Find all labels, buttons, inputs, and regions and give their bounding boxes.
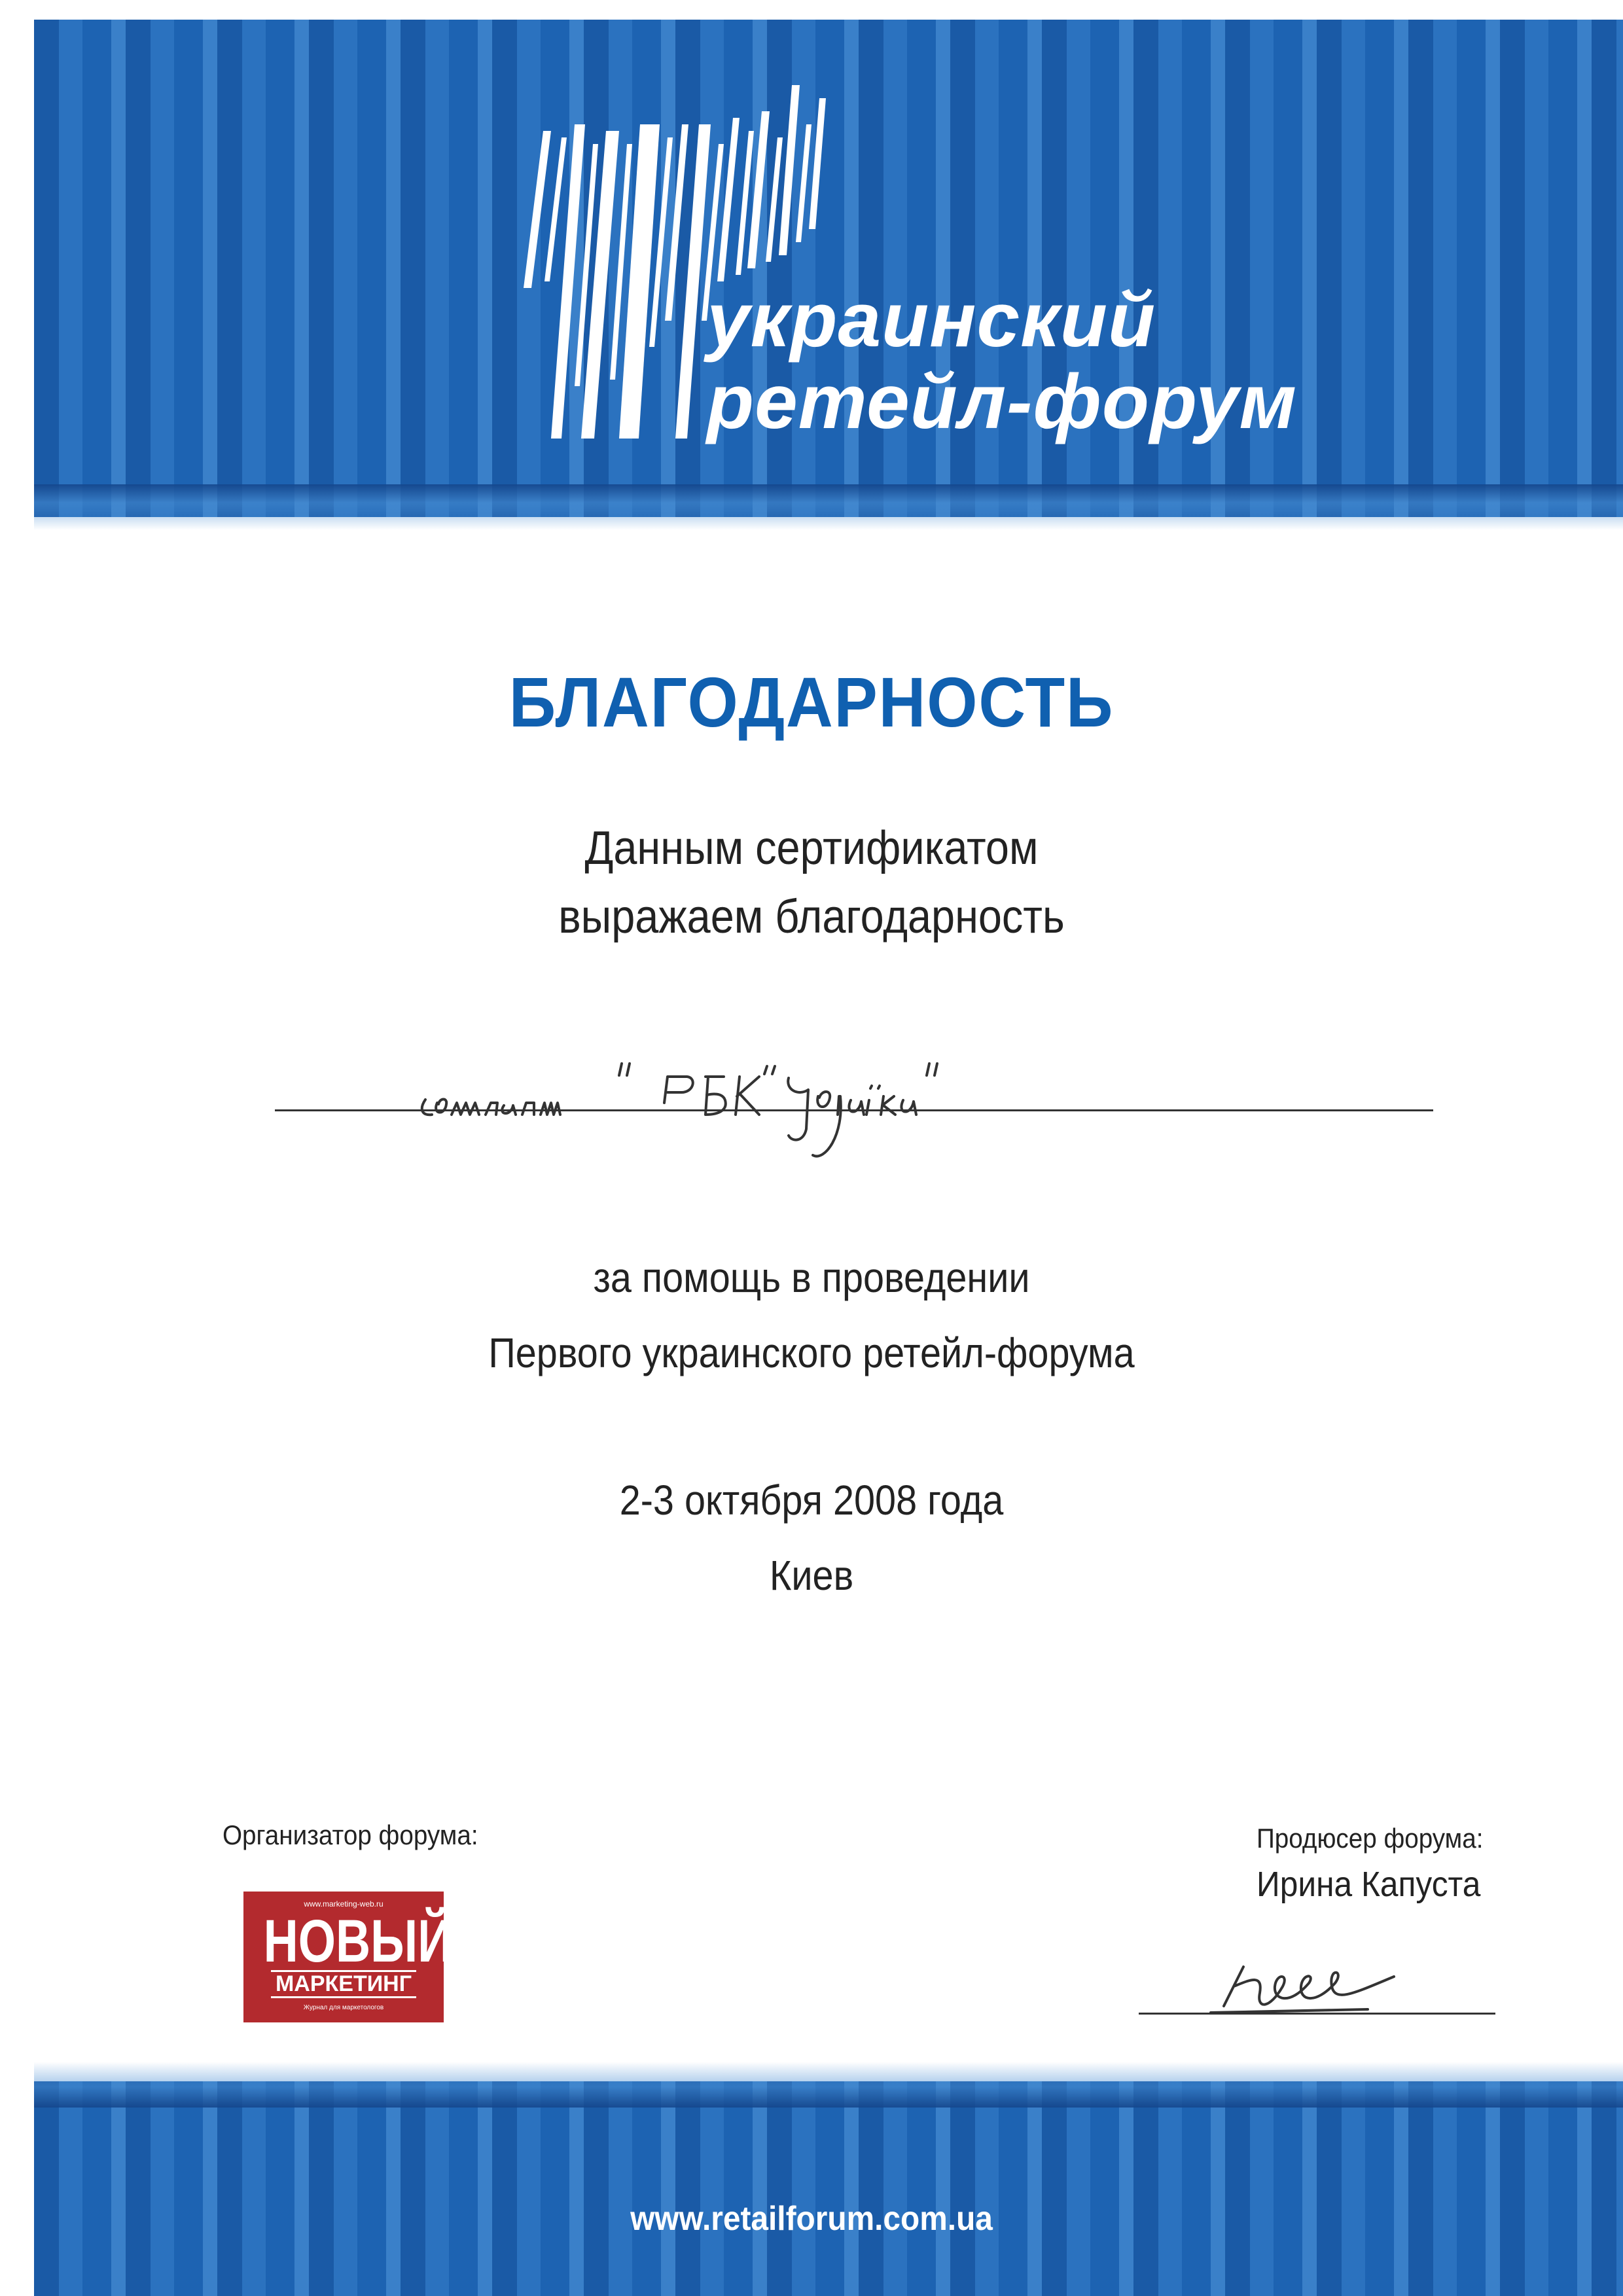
scan-margin (0, 0, 34, 2296)
producer-label: Продюсер форума: (1257, 1823, 1484, 1854)
producer-name: Ирина Капуста (1257, 1865, 1481, 1904)
organizer-logo-tagline: Журнал для маркетологов (303, 2004, 384, 2011)
organizer-label: Организатор форума: (223, 1820, 478, 1850)
organizer-logo-url: www.marketing-web.ru (304, 1899, 383, 1909)
reason-line-2: Первого украинского ретейл-форума (488, 1329, 1135, 1376)
website-url: www.retailforum.com.ua (630, 2200, 993, 2238)
event-city: Киев (769, 1552, 854, 1599)
forum-logo (510, 85, 1297, 452)
reason-line-1: за помощь в проведении (593, 1254, 1030, 1301)
organizer-logo-title: НОВЫЙ (263, 1908, 453, 1975)
footer-gradient (34, 2062, 1623, 2108)
logo-line-2: ретейл-форум (707, 359, 1297, 445)
logo-line-1: украинский (707, 277, 1156, 363)
intro-line-2: выражаем благодарность (558, 891, 1065, 943)
organizer-logo (243, 1892, 453, 2022)
footer-banner (34, 2081, 1623, 2296)
recipient-handwriting (406, 1037, 1224, 1168)
certificate-title: БЛАГОДАРНОСТЬ (508, 662, 1115, 742)
organizer-logo-subtitle: МАРКЕТИНГ (271, 1970, 416, 1998)
intro-line-1: Данным сертификатом (584, 822, 1039, 874)
header-gradient (34, 484, 1623, 530)
producer-signature (1198, 1947, 1420, 2026)
event-date: 2-3 октября 2008 года (619, 1477, 1004, 1524)
